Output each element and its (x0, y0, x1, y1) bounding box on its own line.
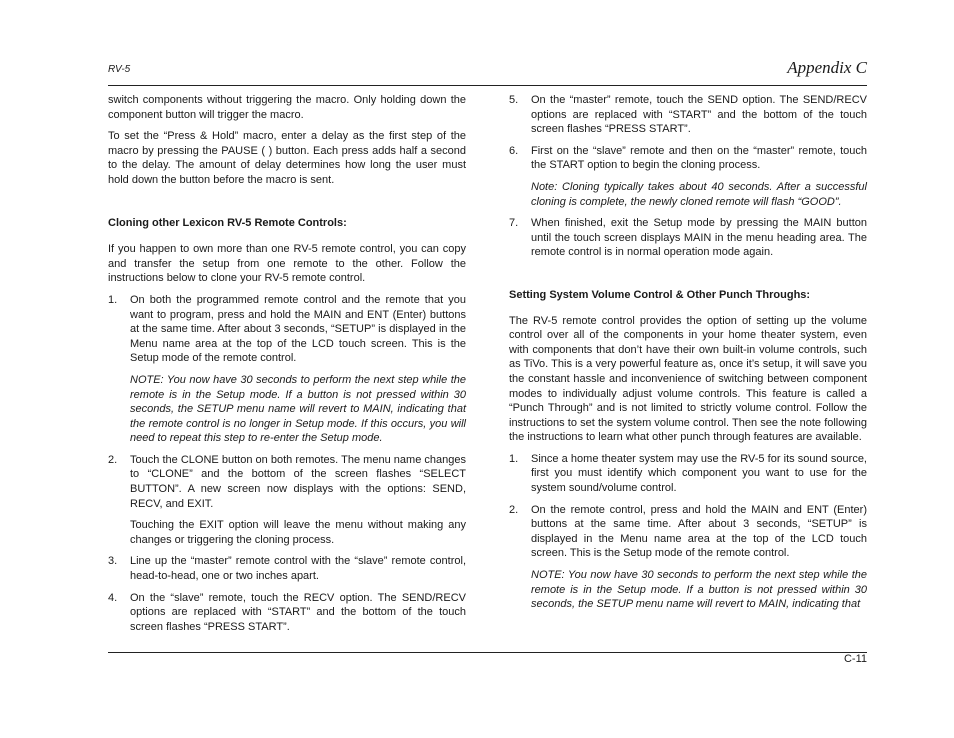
list-text: Since a home theater system may use the RV-5 for its sound source, first you must identify which component you want to use for the system sound/volume control. (531, 452, 867, 495)
list-text: On the remote control, press and hold the MAIN and ENT (Enter) buttons at the same time. After about 3 seconds, “SETUP” is displayed in the Menu name area at the top of the LCD touch screen. This is the Setup mode of the remote control. (531, 503, 867, 560)
list-number: 7. (509, 217, 519, 230)
header-product: RV-5 (108, 64, 131, 75)
section-heading: Cloning other Lexicon RV-5 Remote Controls: (108, 216, 347, 229)
list-text: On the “master” remote, touch the SEND option. The SEND/RECV options are replaced with “START” and the bottom of the touch screen flashes “PRESS START”. (531, 94, 867, 136)
list-text: When finished, exit the Setup mode by pressing the MAIN button until the touch screen displays MAIN in the menu heading area. The remote control is in normal operation mode again. (531, 217, 867, 259)
note: Note: Cloning typically takes about 40 seconds. After a successful cloning is complete, the newly cloned remote will flash “GOOD”. (531, 180, 867, 208)
list-number: 1. (108, 293, 118, 306)
right-column (509, 93, 867, 619)
header-section-title: Appendix C (787, 58, 867, 77)
list-number: 6. (509, 144, 519, 157)
list-number: 3. (108, 555, 118, 568)
header-rule (108, 85, 867, 86)
list-item (108, 554, 466, 583)
list-number: 1. (509, 452, 519, 465)
list-number: 4. (108, 591, 118, 604)
list-text: Touch the CLONE button on both remotes. The menu name changes to “CLONE” and the bottom of the screen flashes “SELECT BUTTON”. A new screen now displays with the options: SEND, RECV, and EXIT. (130, 453, 466, 510)
list-item (108, 591, 466, 635)
list-text: Line up the “master” remote control with the “slave” remote control, head-to-head, one or two inches apart. (130, 555, 466, 583)
footer-rule (108, 652, 867, 653)
note: NOTE: You now have 30 seconds to perform the next step while the remote is in the Setup mode. If a button is not pressed within 30 seconds, the SETUP menu name will revert to MAIN, indicating that the remote control is no longer in Setup mode. If this occurs, you will need to repeat this step to re-enter the Setup mode. (130, 373, 466, 445)
paragraph: If you happen to own more than one RV-5 remote control, you can copy and transfer the setup from one remote to the other. Follow the instructions below to clone your RV-5 remote control. (108, 243, 466, 285)
list-number: 2. (509, 503, 519, 516)
paragraph: switch components without triggering the macro. Only holding down the component button will trigger the macro. (108, 94, 466, 121)
list-item (509, 144, 867, 173)
list-continuation: Touching the EXIT option will leave the menu without making any changes or triggering the cloning process. (130, 519, 466, 546)
list-item (108, 293, 466, 366)
list-item (509, 216, 867, 260)
list-item (509, 93, 867, 137)
paragraph: To set the “Press & Hold” macro, enter a delay as the first step of the macro by pressing the PAUSE ( ) button. Each press adds half a second to the delay. The amount of delay determines how long the user must hold down the button before the macro is sent. (108, 130, 466, 186)
list-item (108, 453, 466, 511)
note: NOTE: You now have 30 seconds to perform the next step while the remote is in the Setup mode. If a button is not pressed within 30 seconds, the SETUP menu name will revert to MAIN, indicating that (531, 569, 867, 611)
list-item (509, 503, 867, 561)
list-number: 2. (108, 453, 118, 466)
left-column (108, 93, 466, 641)
page-number: C-11 (843, 653, 867, 665)
list-text: On the “slave” remote, touch the RECV option. The SEND/RECV options are replaced with “START” and the bottom of the touch screen flashes “PRESS START”. (130, 591, 466, 633)
list-text: On both the programmed remote control and the remote that you want to program, press and hold the MAIN and ENT (Enter) buttons at the same time. After about 3 seconds, “SETUP” is displayed in the Menu name area at the top of the LCD touch screen. This is the Setup mode of the remote control. (130, 293, 466, 365)
list-text: First on the “slave” remote and then on the “master” remote, touch the START option to begin the cloning process. (531, 144, 867, 172)
list-item (509, 452, 867, 496)
paragraph: The RV-5 remote control provides the option of setting up the volume control over all of the components in your home theater system, even with components that don’t have their own built-in volume controls, such as TiVo. This is a very powerful feature as, once it’s setup, it will save you the constant hassle and inconvenience of switching between component modes to individually adjust volume controls. This feature is called a “Punch Through” and is not limited to strictly volume control. Follow the instructions to set the system volume control. Then see the note following the instructions to learn what other punch through features are available. (509, 314, 867, 444)
section-heading: Setting System Volume Control & Other Punch Throughs: (509, 288, 811, 301)
list-number: 5. (509, 94, 519, 106)
